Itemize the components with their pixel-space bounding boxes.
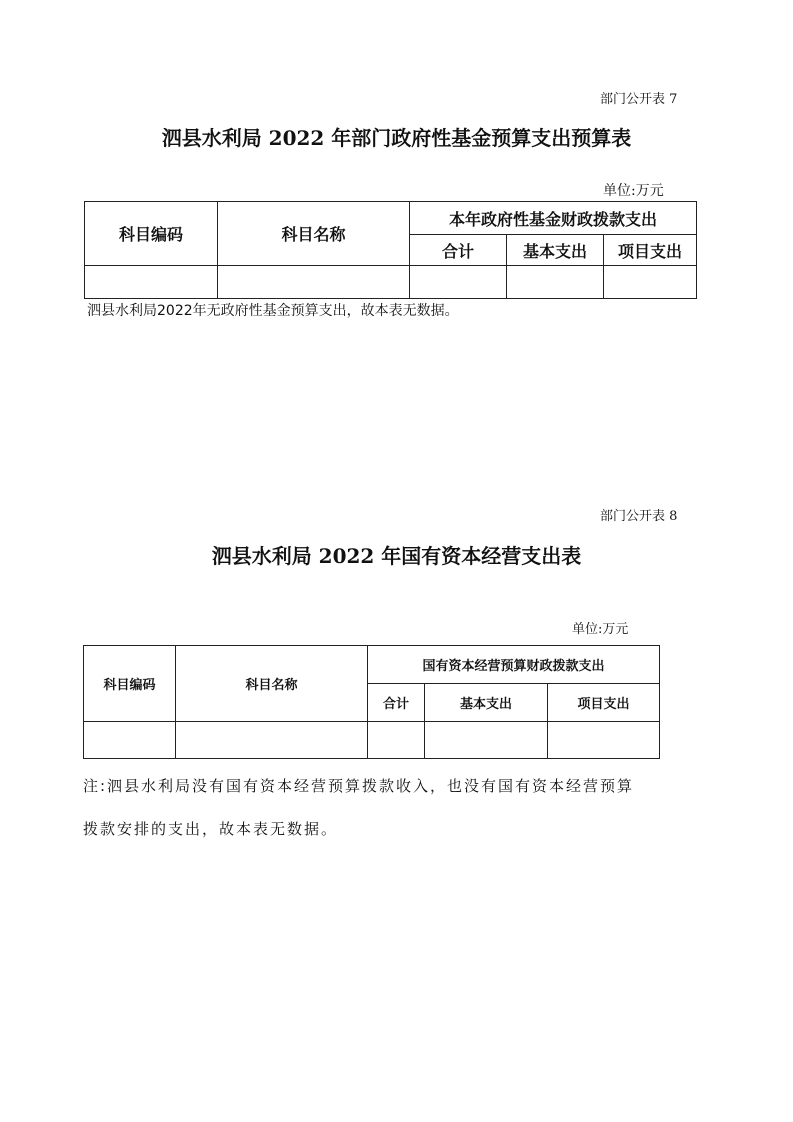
header-basic-expenditure: 基本支出 <box>507 235 604 266</box>
section2-table <box>83 645 660 759</box>
table-cell <box>507 266 604 299</box>
section2-title: 泗县水利局 2022 年国有资本经营支出表 <box>211 544 582 568</box>
section1-table <box>84 201 697 299</box>
table-cell <box>85 266 218 299</box>
section1-note: 泗县水利局2022年无政府性基金预算支出，故本表无数据。 <box>87 303 459 319</box>
header-basic-expenditure: 基本支出 <box>425 684 548 722</box>
section2-note-line2: 拨款安排的支出，故本表无数据。 <box>83 820 339 838</box>
header-fund-expenditure: 本年政府性基金财政拨款支出 <box>410 202 697 235</box>
table-cell <box>368 722 425 759</box>
table-cell <box>176 722 368 759</box>
table-cell <box>425 722 548 759</box>
header-state-capital-expenditure: 国有资本经营预算财政拨款支出 <box>368 646 660 684</box>
header-subject-code: 科目编码 <box>84 646 176 722</box>
section1-corner-label: 部门公开表 7 <box>600 92 678 107</box>
section1-title: 泗县水利局 2022 年部门政府性基金预算支出预算表 <box>161 126 632 150</box>
table-cell <box>218 266 410 299</box>
header-project-expenditure: 项目支出 <box>604 235 697 266</box>
table-cell <box>410 266 507 299</box>
section2-corner-label: 部门公开表 8 <box>600 509 678 524</box>
header-subject-name: 科目名称 <box>176 646 368 722</box>
section1-unit: 单位:万元 <box>603 183 664 199</box>
table-cell <box>604 266 697 299</box>
header-project-expenditure: 项目支出 <box>548 684 660 722</box>
section2-unit: 单位:万元 <box>572 622 629 637</box>
table-cell <box>548 722 660 759</box>
table-cell <box>84 722 176 759</box>
header-total: 合计 <box>410 235 507 266</box>
header-subject-name: 科目名称 <box>218 202 410 266</box>
header-subject-code: 科目编码 <box>85 202 218 266</box>
section2-note-line1: 注:泗县水利局没有国有资本经营预算拨款收入，也没有国有资本经营预算 <box>83 777 635 795</box>
header-total: 合计 <box>368 684 425 722</box>
